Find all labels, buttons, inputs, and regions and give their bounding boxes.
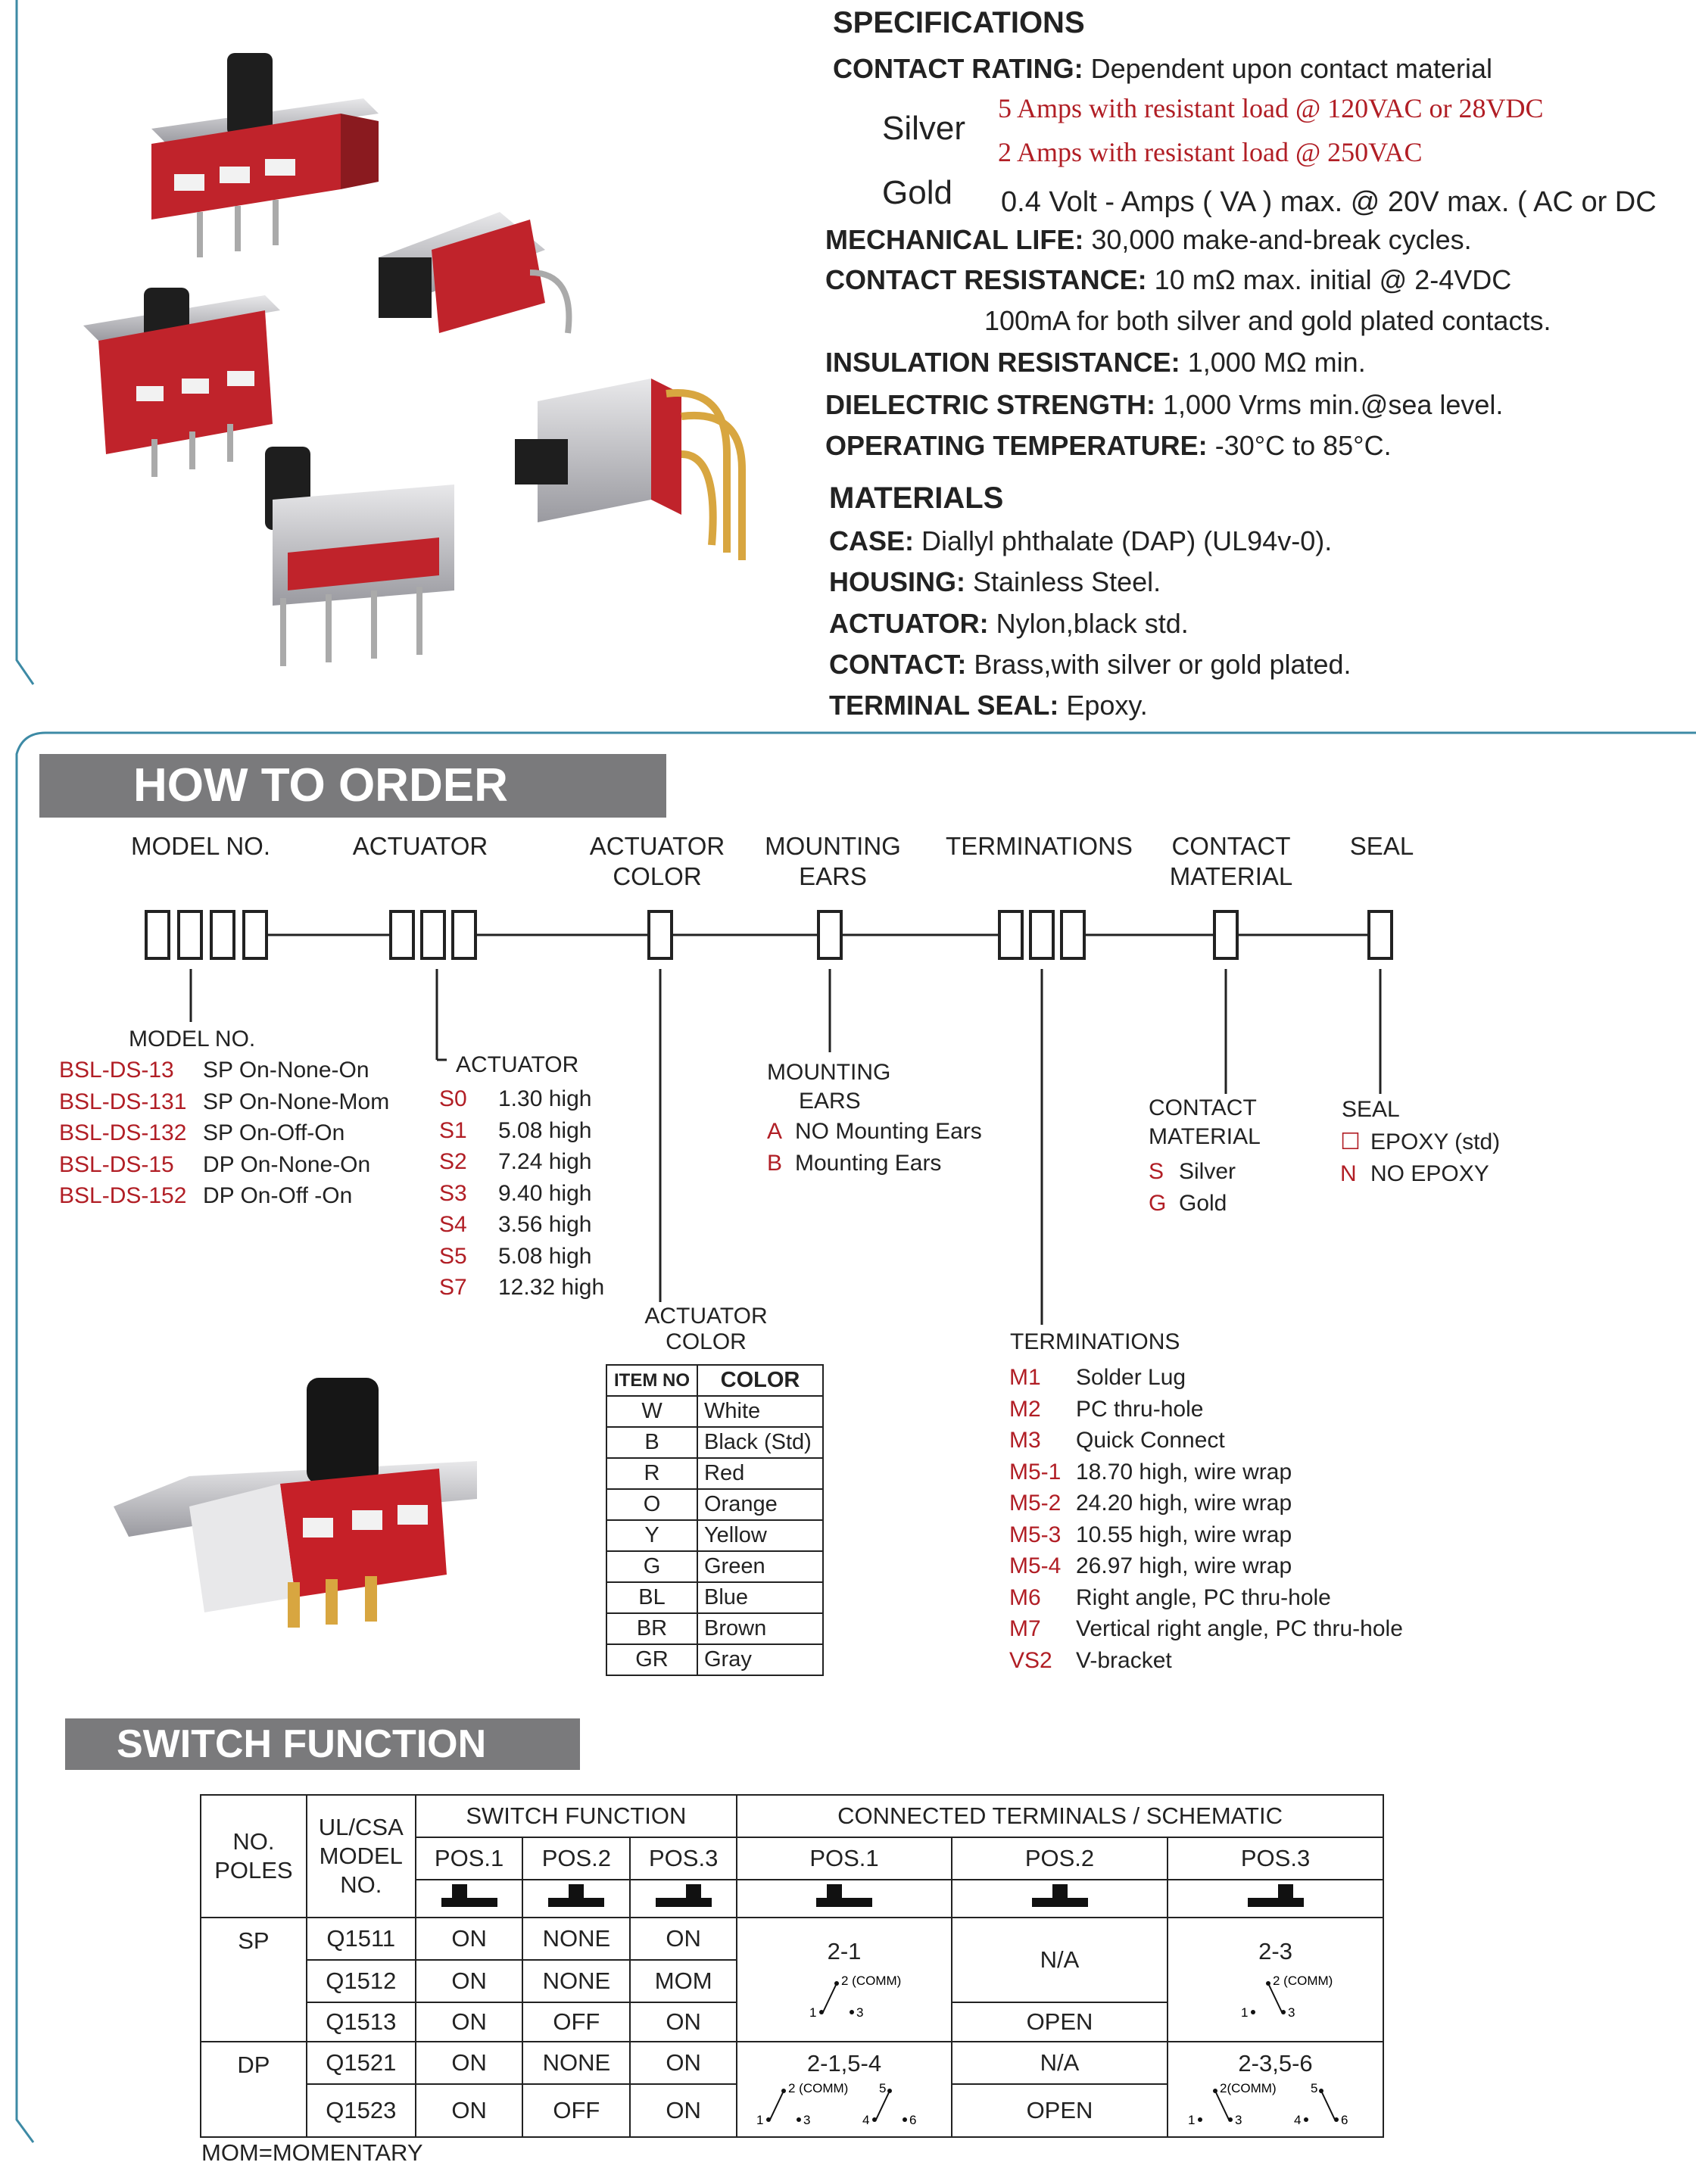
color-name-cell: Red xyxy=(697,1458,823,1489)
actuator-item xyxy=(439,1146,604,1178)
schem-1-label: 1 xyxy=(809,2005,817,2020)
contact-resistance-line2: 100mA for both silver and gold plated contacts. xyxy=(984,305,1551,336)
color-code-cell: W xyxy=(606,1396,697,1427)
schem-comm-label: 2(COMM) xyxy=(1219,2081,1277,2095)
schem-1-label: 1 xyxy=(756,2113,764,2127)
actuator-desc: 3.56 high xyxy=(498,1212,592,1237)
slide-center-icon xyxy=(548,1884,604,1907)
sp-ct-pos3-cell xyxy=(1168,1918,1383,2042)
contact-item xyxy=(1149,1156,1236,1188)
model-code: BSL-DS-15 xyxy=(59,1151,174,1177)
pos1-cell: ON xyxy=(416,1960,523,2002)
mounting-item xyxy=(767,1116,982,1148)
actuator-item xyxy=(439,1209,604,1241)
termination-item xyxy=(1009,1425,1403,1457)
actuator-desc: 5.08 high xyxy=(498,1117,592,1143)
model-cell: Q1523 xyxy=(307,2084,416,2137)
ct-pos3-header: POS.3 xyxy=(1168,1837,1383,1880)
model-item xyxy=(59,1149,389,1181)
actuator-material-label: ACTUATOR: xyxy=(829,608,989,639)
header-contact-material xyxy=(1148,831,1314,892)
color-code-cell: GR xyxy=(606,1644,697,1675)
actuator-code: S4 xyxy=(439,1212,467,1237)
termination-desc: Right angle, PC thru-hole xyxy=(1076,1584,1331,1610)
mounting-list-title xyxy=(767,1058,890,1116)
color-table-title-1: ACTUATOR xyxy=(644,1304,768,1329)
termination-item xyxy=(1009,1613,1403,1645)
color-row xyxy=(606,1427,823,1458)
how-to-order-title: HOW TO ORDER xyxy=(133,759,508,812)
actuator-material-line xyxy=(829,608,1189,640)
ct-pos1-header: POS.1 xyxy=(737,1837,952,1880)
termination-desc: Quick Connect xyxy=(1076,1428,1225,1453)
termination-desc: 10.55 high, wire wrap xyxy=(1076,1522,1292,1547)
pos2-cell: OFF xyxy=(522,2002,630,2042)
header-mounting-line1: MOUNTING xyxy=(765,832,901,860)
silver-label: Silver xyxy=(882,110,966,147)
case-value: Diallyl phthalate (DAP) (UL94v-0). xyxy=(921,525,1333,556)
contact-resistance-line xyxy=(825,264,1511,296)
seal-list xyxy=(1340,1126,1500,1189)
dielectric-value: 1,000 Vrms min.@sea level. xyxy=(1163,389,1504,420)
contact-code: S xyxy=(1149,1159,1164,1184)
color-table-title xyxy=(644,1304,768,1355)
col-no-poles xyxy=(201,1795,307,1918)
header-terminations: TERMINATIONS xyxy=(946,832,1133,860)
model-code: BSL-DS-131 xyxy=(59,1089,187,1114)
color-name-cell: White xyxy=(697,1396,823,1427)
actuator-desc: 7.24 high xyxy=(498,1149,592,1174)
mounting-desc: Mounting Ears xyxy=(795,1150,942,1176)
actuator-list xyxy=(439,1083,604,1304)
color-code-cell: O xyxy=(606,1489,697,1520)
contact-resistance-label: CONTACT RESISTANCE: xyxy=(825,264,1147,295)
table-row xyxy=(201,2042,1383,2084)
color-row xyxy=(606,1520,823,1551)
contact-rating-line xyxy=(833,53,1492,85)
termination-code: M5-3 xyxy=(1009,1522,1062,1547)
pos3-cell: ON xyxy=(630,1918,737,1960)
seal-list-title: SEAL xyxy=(1342,1097,1400,1122)
col-model xyxy=(307,1795,416,1918)
model-code: BSL-DS-13 xyxy=(59,1058,174,1083)
color-row xyxy=(606,1551,823,1582)
model-line2: MODEL xyxy=(319,1843,403,1869)
no-poles-line1: NO. xyxy=(232,1828,275,1855)
mounting-list-title-1: MOUNTING xyxy=(767,1060,891,1085)
color-name-cell: Orange xyxy=(697,1489,823,1520)
mech-life-line xyxy=(825,224,1472,256)
color-row xyxy=(606,1582,823,1613)
mounting-list xyxy=(767,1116,982,1179)
switch-photo-3 xyxy=(83,288,280,477)
contact-material-label: CONTACT: xyxy=(829,649,967,680)
pos3-cell: ON xyxy=(630,2042,737,2084)
seal-code: ☐ xyxy=(1340,1129,1361,1154)
model-list-title: MODEL NO. xyxy=(129,1027,256,1051)
contact-list-title xyxy=(1149,1094,1261,1151)
contact-list-title-2: MATERIAL xyxy=(1149,1124,1261,1149)
terminal-seal-value: Epoxy. xyxy=(1066,690,1148,721)
pos1-cell: ON xyxy=(416,2084,523,2137)
header-seal: SEAL xyxy=(1349,832,1414,860)
sf-pos3-header: POS.3 xyxy=(630,1837,737,1880)
schem-6-label: 6 xyxy=(1340,2113,1348,2127)
sf-pos1-header: POS.1 xyxy=(416,1837,523,1880)
dielectric-line xyxy=(825,389,1503,421)
seal-desc: EPOXY (std) xyxy=(1370,1129,1501,1154)
insulation-value: 1,000 MΩ min. xyxy=(1187,347,1366,378)
schem-1-label: 1 xyxy=(1187,2113,1195,2127)
schem-4-label: 4 xyxy=(862,2113,870,2127)
housing-line xyxy=(829,566,1161,598)
contact-resistance-value: 10 mΩ max. initial @ 2-4VDC xyxy=(1154,264,1512,295)
op-temp-value: -30°C to 85°C. xyxy=(1214,430,1392,461)
header-model-no: MODEL NO. xyxy=(131,832,270,860)
sf-pos1-icon-cell xyxy=(416,1880,523,1918)
header-actuator-color-line1: ACTUATOR xyxy=(589,832,725,860)
header-mounting-ears xyxy=(750,831,916,892)
termination-desc: 24.20 high, wire wrap xyxy=(1076,1491,1292,1516)
header-mounting-line2: EARS xyxy=(799,862,867,890)
color-row xyxy=(606,1396,823,1427)
header-actuator: ACTUATOR xyxy=(352,832,488,860)
contact-code: G xyxy=(1149,1190,1167,1216)
terminations-list-title: TERMINATIONS xyxy=(1010,1329,1180,1354)
pos2-cell: NONE xyxy=(522,2042,630,2084)
mech-life-label: MECHANICAL LIFE: xyxy=(825,224,1084,255)
model-desc: DP On-None-On xyxy=(203,1151,371,1177)
mounting-code: B xyxy=(767,1150,783,1176)
case-label: CASE: xyxy=(829,525,915,556)
switch-function-header: SWITCH FUNCTION xyxy=(416,1795,737,1837)
color-row xyxy=(606,1644,823,1675)
pos1-cell: ON xyxy=(416,2002,523,2042)
schem-5-label: 5 xyxy=(878,2081,887,2095)
model-cell: Q1511 xyxy=(307,1918,416,1960)
actuator-item xyxy=(439,1272,604,1304)
schem-comm-label: 2 (COMM) xyxy=(787,2081,849,2095)
switch-function-table xyxy=(200,1794,1384,2138)
actuator-desc: 1.30 high xyxy=(498,1086,592,1111)
mounting-desc: NO Mounting Ears xyxy=(795,1119,982,1144)
op-temp-label: OPERATING TEMPERATURE: xyxy=(825,430,1208,461)
termination-desc: PC thru-hole xyxy=(1076,1396,1204,1422)
color-code-cell: R xyxy=(606,1458,697,1489)
pos2-cell: NONE xyxy=(522,1918,630,1960)
silver-rating-1: 5 Amps with resistant load @ 120VAC or 28VDC xyxy=(998,93,1544,123)
contact-rating-label: CONTACT RATING: xyxy=(833,53,1083,84)
termination-desc: V-bracket xyxy=(1076,1647,1172,1673)
pos3-cell: MOM xyxy=(630,1960,737,2002)
slide-left-icon xyxy=(441,1884,497,1907)
ct-pos1-icon-cell xyxy=(737,1880,952,1918)
color-name-cell: Brown xyxy=(697,1613,823,1644)
contact-list xyxy=(1149,1156,1236,1219)
schem-1-label: 1 xyxy=(1240,2005,1248,2020)
how-to-order-banner xyxy=(39,754,666,818)
termination-code: M5-2 xyxy=(1009,1491,1062,1516)
dp-schematic-pos3 xyxy=(1177,2079,1374,2129)
single-switch-photo xyxy=(98,1355,492,1643)
pos2-cell: OFF xyxy=(522,2084,630,2137)
table-row xyxy=(201,1918,1383,1960)
sf-pos2-icon-cell xyxy=(522,1880,630,1918)
model-line1: UL/CSA xyxy=(318,1814,404,1840)
gold-rating: 0.4 Volt - Amps ( VA ) max. @ 20V max. ( AC or DC xyxy=(1001,186,1657,218)
switch-photo-2 xyxy=(379,212,569,333)
termination-item xyxy=(1009,1519,1403,1551)
sf-pos2-header: POS.2 xyxy=(522,1837,630,1880)
housing-label: HOUSING: xyxy=(829,566,965,597)
seal-item xyxy=(1340,1126,1500,1158)
connected-terminals-header: CONNECTED TERMINALS / SCHEMATIC xyxy=(737,1795,1383,1837)
actuator-item xyxy=(439,1083,604,1115)
sp-schematic-pos3 xyxy=(1215,1970,1336,2023)
sp-ct-pos2-cell: N/A xyxy=(952,1918,1168,2002)
model-desc: SP On-Off-On xyxy=(203,1120,345,1145)
seal-code: N xyxy=(1340,1161,1357,1186)
model-item xyxy=(59,1086,389,1118)
ct-pos2-header: POS.2 xyxy=(952,1837,1168,1880)
termination-code: M3 xyxy=(1009,1428,1041,1453)
dp-ct-pos1-cell xyxy=(737,2042,952,2137)
pos1-cell: ON xyxy=(416,1918,523,1960)
model-item xyxy=(59,1117,389,1149)
schem-3-label: 3 xyxy=(1234,2113,1242,2127)
contact-list-title-1: CONTACT xyxy=(1149,1095,1257,1120)
termination-code: VS2 xyxy=(1009,1647,1052,1673)
color-row xyxy=(606,1458,823,1489)
actuator-code: S2 xyxy=(439,1149,467,1174)
actuator-desc: 9.40 high xyxy=(498,1180,592,1206)
color-table-header-item: ITEM NO xyxy=(606,1365,697,1396)
termination-code: M7 xyxy=(1009,1616,1041,1641)
mech-life-value: 30,000 make-and-break cycles. xyxy=(1091,224,1472,255)
dp-cell: DP xyxy=(201,2042,307,2137)
housing-value: Stainless Steel. xyxy=(973,566,1161,597)
termination-desc: Vertical right angle, PC thru-hole xyxy=(1076,1616,1403,1641)
ct-pos2-icon-cell xyxy=(952,1880,1168,1918)
actuator-item xyxy=(439,1241,604,1273)
sf-pos3-icon-cell xyxy=(630,1880,737,1918)
model-desc: SP On-None-Mom xyxy=(203,1089,390,1114)
schem-3-label: 3 xyxy=(803,2113,811,2127)
color-code-cell: G xyxy=(606,1551,697,1582)
switch-function-title: SWITCH FUNCTION xyxy=(117,1722,487,1766)
color-table-title-2: COLOR xyxy=(666,1329,747,1354)
schem-4-label: 4 xyxy=(1293,2113,1301,2127)
model-item xyxy=(59,1180,389,1212)
color-name-cell: Gray xyxy=(697,1644,823,1675)
seal-item xyxy=(1340,1158,1500,1190)
termination-item xyxy=(1009,1582,1403,1614)
dp-ct3-text: 2-3,5-6 xyxy=(1238,2050,1313,2077)
termination-item xyxy=(1009,1645,1403,1677)
terminal-seal-line xyxy=(829,690,1148,721)
no-poles-line2: POLES xyxy=(214,1857,293,1883)
actuator-code: S1 xyxy=(439,1117,467,1143)
mounting-item xyxy=(767,1148,982,1179)
insulation-label: INSULATION RESISTANCE: xyxy=(825,347,1180,378)
color-row xyxy=(606,1613,823,1644)
model-desc: DP On-Off -On xyxy=(203,1183,353,1208)
actuator-code: S3 xyxy=(439,1180,467,1206)
contact-material-value: Brass,with silver or gold plated. xyxy=(974,649,1352,680)
color-row xyxy=(606,1489,823,1520)
slide-right-icon xyxy=(1248,1884,1304,1907)
materials-title: MATERIALS xyxy=(829,481,1004,515)
termination-item xyxy=(1009,1394,1403,1425)
dp-ct-pos3-cell xyxy=(1168,2042,1383,2137)
color-code-cell: BR xyxy=(606,1613,697,1644)
termination-item xyxy=(1009,1488,1403,1519)
actuator-code: S5 xyxy=(439,1243,467,1269)
slide-left-icon xyxy=(816,1884,872,1907)
schem-3-label: 3 xyxy=(1287,2005,1295,2020)
contact-material-line xyxy=(829,649,1352,681)
schem-6-label: 6 xyxy=(909,2113,917,2127)
actuator-list-title: ACTUATOR xyxy=(456,1052,579,1077)
dp-open-cell: OPEN xyxy=(952,2084,1168,2137)
actuator-code: S0 xyxy=(439,1086,467,1111)
pos2-cell: NONE xyxy=(522,1960,630,2002)
termination-code: M5-4 xyxy=(1009,1553,1062,1578)
actuator-color-table xyxy=(606,1364,824,1676)
terminal-seal-label: TERMINAL SEAL: xyxy=(829,690,1059,721)
ct-pos3-icon-cell xyxy=(1168,1880,1383,1918)
insulation-line xyxy=(825,347,1366,379)
actuator-desc: 12.32 high xyxy=(498,1275,605,1300)
actuator-code: S7 xyxy=(439,1275,467,1300)
contact-desc: Silver xyxy=(1179,1159,1236,1184)
header-contact-line1: CONTACT xyxy=(1171,832,1291,860)
model-desc: SP On-None-On xyxy=(203,1058,369,1083)
color-code-cell: Y xyxy=(606,1520,697,1551)
pos1-cell: ON xyxy=(416,2042,523,2084)
model-item xyxy=(59,1055,389,1086)
op-temp-line xyxy=(825,430,1392,462)
silver-rating-2: 2 Amps with resistant load @ 250VAC xyxy=(998,137,1423,167)
switch-photo-1 xyxy=(151,53,379,257)
specifications-title: SPECIFICATIONS xyxy=(833,6,1085,39)
termination-code: M2 xyxy=(1009,1396,1041,1422)
sp-ct-pos1-cell xyxy=(737,1918,952,2042)
pos3-cell: ON xyxy=(630,2084,737,2137)
color-table-header-color: COLOR xyxy=(697,1365,823,1396)
termination-item xyxy=(1009,1362,1403,1394)
termination-item xyxy=(1009,1550,1403,1582)
case-line xyxy=(829,525,1332,557)
schem-5-label: 5 xyxy=(1310,2081,1317,2095)
contact-rating-value: Dependent upon contact material xyxy=(1090,53,1492,84)
dielectric-label: DIELECTRIC STRENGTH: xyxy=(825,389,1155,420)
dp-ct1-text: 2-1,5-4 xyxy=(806,2050,882,2077)
actuator-desc: 5.08 high xyxy=(498,1243,592,1269)
actuator-material-value: Nylon,black std. xyxy=(996,608,1189,639)
sp-ct1-text: 2-1 xyxy=(827,1938,862,1964)
pos3-cell: ON xyxy=(630,2002,737,2042)
model-cell: Q1521 xyxy=(307,2042,416,2084)
dp-ct-pos2-cell: N/A xyxy=(952,2042,1168,2084)
model-line3: NO. xyxy=(340,1871,382,1898)
schem-3-label: 3 xyxy=(856,2005,864,2020)
color-name-cell: Blue xyxy=(697,1582,823,1613)
contact-desc: Gold xyxy=(1179,1190,1227,1216)
contact-item xyxy=(1149,1188,1236,1220)
termination-code: M1 xyxy=(1009,1365,1041,1390)
model-code: BSL-DS-152 xyxy=(59,1183,187,1208)
color-code-cell: B xyxy=(606,1427,697,1458)
schem-comm-label: 2 (COMM) xyxy=(840,1974,902,1988)
termination-desc: Solder Lug xyxy=(1076,1365,1186,1390)
model-cell: Q1512 xyxy=(307,1960,416,2002)
switch-function-banner xyxy=(65,1718,580,1770)
switch-photo-4 xyxy=(515,379,742,560)
switch-photo-5 xyxy=(265,447,454,666)
schem-comm-label: 2 (COMM) xyxy=(1272,1974,1333,1988)
color-name-cell: Yellow xyxy=(697,1520,823,1551)
dp-schematic-pos1 xyxy=(746,2079,943,2129)
sp-cell: SP xyxy=(201,1918,307,2042)
sp-open-cell: OPEN xyxy=(952,2002,1168,2042)
color-name-cell: Black (Std) xyxy=(697,1427,823,1458)
header-contact-line2: MATERIAL xyxy=(1169,862,1293,890)
model-list xyxy=(59,1055,389,1212)
actuator-item xyxy=(439,1115,604,1147)
slide-center-icon xyxy=(1032,1884,1088,1907)
gold-label: Gold xyxy=(882,174,952,211)
sp-ct3-text: 2-3 xyxy=(1258,1938,1292,1964)
seal-desc: NO EPOXY xyxy=(1370,1161,1489,1186)
termination-code: M5-1 xyxy=(1009,1459,1062,1485)
termination-code: M6 xyxy=(1009,1584,1041,1610)
mounting-list-title-2: EARS xyxy=(799,1089,861,1114)
model-code: BSL-DS-132 xyxy=(59,1120,187,1145)
slide-right-icon xyxy=(656,1884,712,1907)
product-photo-collage xyxy=(61,30,787,696)
color-table-body xyxy=(606,1396,823,1675)
color-name-cell: Green xyxy=(697,1551,823,1582)
termination-desc: 26.97 high, wire wrap xyxy=(1076,1553,1292,1578)
actuator-item xyxy=(439,1178,604,1210)
terminations-list xyxy=(1009,1362,1403,1676)
sp-schematic-pos1 xyxy=(784,1970,905,2023)
footnote: MOM=MOMENTARY xyxy=(201,2139,423,2166)
termination-item xyxy=(1009,1457,1403,1488)
color-code-cell: BL xyxy=(606,1582,697,1613)
mounting-code: A xyxy=(767,1119,783,1144)
termination-desc: 18.70 high, wire wrap xyxy=(1076,1459,1292,1485)
header-actuator-color-line2: COLOR xyxy=(613,862,702,890)
header-actuator-color xyxy=(574,831,740,892)
model-cell: Q1513 xyxy=(307,2002,416,2042)
